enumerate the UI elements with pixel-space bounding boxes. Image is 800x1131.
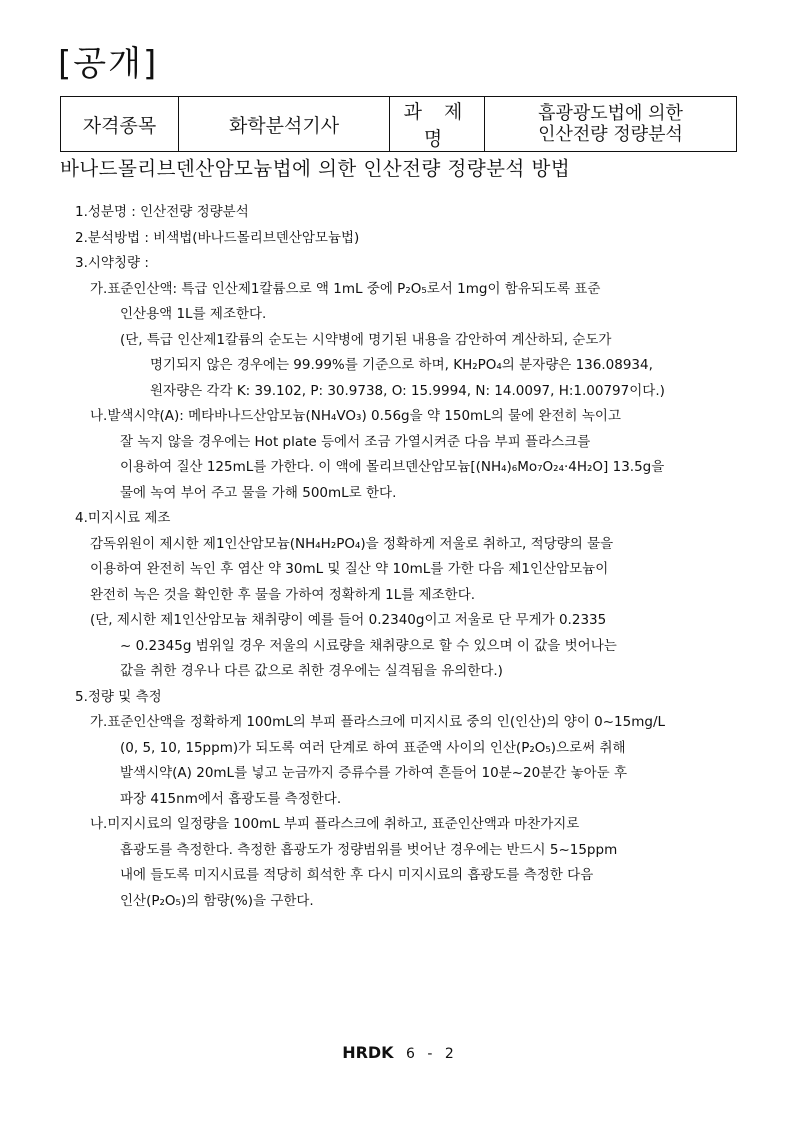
document-title: 바나드몰리브덴산암모늄법에 의한 인산전량 정량분석 방법 — [60, 157, 571, 180]
line: ~ 0.2345g 범위일 경우 저울의 시료량을 채취량으로 할 수 있으며 이 값을 벗어나는 — [120, 637, 617, 654]
line: 나.발색시약(A): 메타바나드산암모늄(NH₄VO₃) 0.56g을 약 150mL의 물에 완전히 녹이고 — [90, 408, 621, 424]
line: 흡광도를 측정한다. 측정한 흡광도가 정량범위를 벗어난 경우에는 반드시 5~15ppm — [120, 841, 618, 858]
task-value-line1: 흡광광도법에 의한 — [538, 103, 683, 124]
line: 인산(P₂O₅)의 함량(%)을 구한다. — [120, 892, 314, 909]
line: 물에 녹여 부어 주고 물을 가해 500mL로 한다. — [120, 484, 397, 501]
qualification-value: 화학분석기사 — [179, 97, 390, 152]
qualification-label: 자격종목 — [61, 97, 179, 152]
hrdk-logo: HRDK — [342, 1043, 394, 1062]
line: 이용하여 완전히 녹인 후 염산 약 30mL 및 질산 약 10mL를 가한 다음 제1인산암모늄이 — [90, 561, 609, 577]
line: 이용하여 질산 125mL를 가한다. 이 액에 몰리브덴산암모늄[(NH₄)₆Mo₇O₂₄·4H₂O] 13.5g을 — [120, 459, 665, 475]
line: 4.미지시료 제조 — [75, 510, 171, 526]
line: 가.표준인산액을 정확하게 100mL의 부피 플라스크에 미지시료 중의 인(인산)의 양이 0~15mg/L — [90, 714, 666, 730]
page-number: 6 - 2 — [406, 1046, 458, 1062]
line: 나.미지시료의 일정량을 100mL 부피 플라스크에 취하고, 표준인산액과 마찬가지로 — [90, 816, 580, 832]
line: (0, 5, 10, 15ppm)가 되도록 여러 단계로 하여 표준액 사이의 인산(P₂O₅)으로써 취해 — [120, 739, 626, 756]
task-value-line2: 인산전량 정량분석 — [538, 124, 683, 145]
line: 발색시약(A) 20mL를 넣고 눈금까지 증류수를 가하여 흔들어 10분~20분간 놓아둔 후 — [120, 765, 628, 781]
line: 값을 취한 경우나 다른 값으로 취한 경우에는 실격됨을 유의한다.) — [120, 663, 503, 679]
task-value — [485, 97, 737, 152]
info-table — [60, 96, 737, 152]
line: 1.성분명 : 인산전량 정량분석 — [75, 204, 249, 220]
task-label: 과 제 명 — [390, 97, 485, 152]
line: (단, 특급 인산제1칼륨의 순도는 시약병에 명기된 내용을 감안하여 계산하되, 순도가 — [120, 331, 612, 348]
line: 명기되지 않은 경우에는 99.99%를 기준으로 하며, KH₂PO₄의 분자량은 136.08934, — [150, 357, 653, 373]
line: 완전히 녹은 것을 확인한 후 물을 가하여 정확하게 1L를 제조한다. — [90, 586, 476, 603]
line: 2.분석방법 : 비색법(바나드몰리브덴산암모늄법) — [75, 229, 360, 246]
line: 가.표준인산액: 특급 인산제1칼륨으로 액 1mL 중에 P₂O₅로서 1mg이 함유되도록 표준 — [90, 280, 601, 297]
line: 인산용액 1L를 제조한다. — [120, 306, 267, 322]
line: (단, 제시한 제1인산암모늄 채취량이 예를 들어 0.2340g이고 저울로 단 무게가 0.2335 — [90, 612, 607, 628]
disclosure-tag: [공개] — [58, 44, 159, 84]
line: 잘 녹지 않을 경우에는 Hot plate 등에서 조금 가열시켜준 다음 부피 플라스크를 — [120, 433, 591, 450]
line: 내에 들도록 미지시료를 적당히 희석한 후 다시 미지시료의 흡광도를 측정한 다음 — [120, 867, 594, 883]
line: 파장 415nm에서 흡광도를 측정한다. — [120, 790, 342, 807]
line: 3.시약칭량 : — [75, 255, 149, 271]
line: 5.정량 및 측정 — [75, 688, 162, 705]
line: 원자량은 각각 K: 39.102, P: 30.9738, O: 15.9994, N: 14.0097, H:1.00797이다.) — [150, 382, 665, 399]
document-body — [60, 200, 750, 914]
page-footer — [0, 1043, 800, 1062]
line: 감독위원이 제시한 제1인산암모늄(NH₄H₂PO₄)을 정확하게 저울로 취하고, 적당량의 물을 — [90, 535, 614, 552]
